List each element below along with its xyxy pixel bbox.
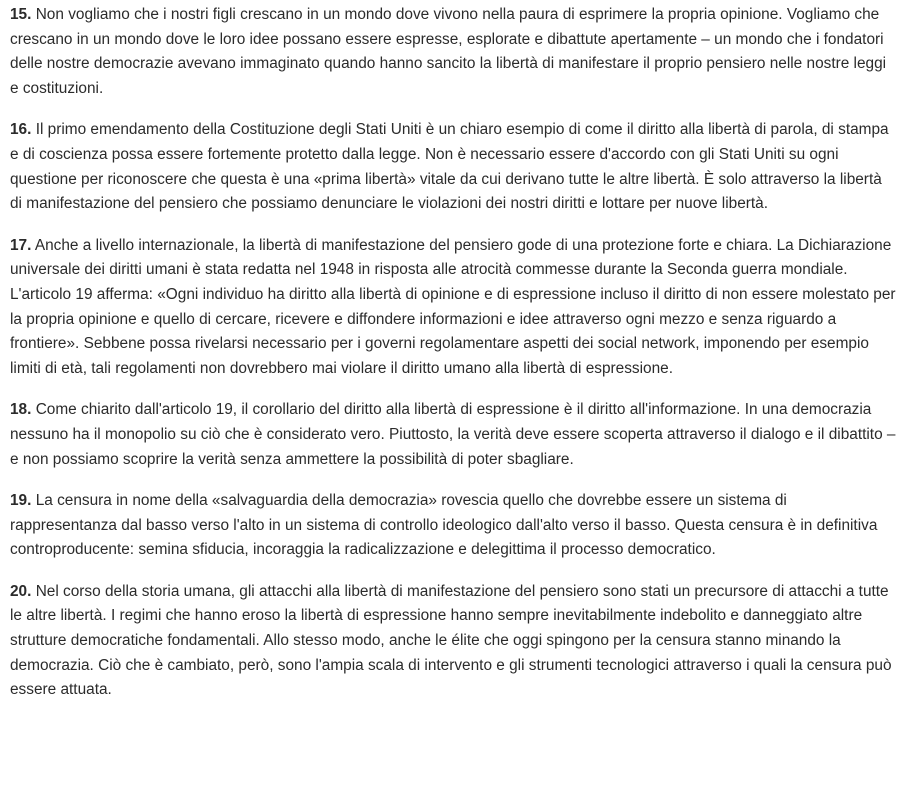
paragraph-number: 17. <box>10 236 32 254</box>
paragraph-number: 15. <box>10 6 32 23</box>
paragraph-20 <box>10 580 896 703</box>
paragraph-number: 16. <box>10 121 32 139</box>
paragraph-18 <box>10 398 896 472</box>
paragraph-text: La censura in nome della «salvaguardia della democrazia» rovescia quello che dovrebbe essere un sistema di rappresentanza dal basso verso l'alto in un sistema di controllo ideologico dall'alto verso il basso. Questa censura è in definitiva controproducente: semina sfiducia, incoraggia la radicalizzazione e delegittima il processo democratico. <box>10 492 878 559</box>
paragraph-text: Nel corso della storia umana, gli attacchi alla libertà di manifestazione del pensiero sono stati un precursore di attacchi a tutte le altre libertà. I regimi che hanno eroso la libertà di espressione hanno sempre inevitabilmente indebolito e danneggiato altre strutture democratiche fondamentali. Allo stesso modo, anche le élite che oggi spingono per la censura stanno minando la democrazia. Ciò che è cambiato, però, sono l'ampia scala di intervento e gli strumenti tecnologici attraverso i quali la censura può essere attuata. <box>10 582 892 699</box>
paragraph-number: 18. <box>10 401 32 419</box>
paragraph-16 <box>10 118 896 216</box>
article-body <box>10 0 896 703</box>
paragraph-text: Anche a livello internazionale, la libertà di manifestazione del pensiero gode di una protezione forte e chiara. La Dichiarazione universale dei diritti umani è stata redatta nel 1948 in risposta alle atrocità commesse durante la Seconda guerra mondiale. L'articolo 19 afferma: «Ogni individuo ha diritto alla libertà di opinione e di espressione incluso il diritto di non essere molestato per la propria opinione e quello di cercare, ricevere e diffondere informazioni e idee attraverso ogni mezzo e senza riguardo a frontiere». Sebbene possa rivelarsi necessario per i governi regolamentare aspetti dei social network, imponendo per esempio limiti di età, tali regolamenti non dovrebbero mai violare il diritto umano alla libertà di espressione. <box>10 236 896 377</box>
paragraph-text: Il primo emendamento della Costituzione degli Stati Uniti è un chiaro esempio di come il diritto alla libertà di parola, di stampa e di coscienza possa essere fortemente protetto dalla legge. Non è necessario essere d'accordo con gli Stati Uniti su ogni questione per riconoscere che questa è una «prima libertà» vitale da cui derivano tutte le altre libertà. È solo attraverso la libertà di manifestazione del pensiero che possiamo denunciare le violazioni dei nostri diritti e lottare per nuove libertà. <box>10 121 889 213</box>
paragraph-text: Come chiarito dall'articolo 19, il corollario del diritto alla libertà di espressione è il diritto all'informazione. In una democrazia nessuno ha il monopolio su ciò che è considerato vero. Piuttosto, la verità deve essere scoperta attraverso il dialogo e il dibattito – e non possiamo scoprire la verità senza ammettere la possibilità di poter sbagliare. <box>10 401 896 468</box>
paragraph-19 <box>10 489 896 563</box>
paragraph-text: Non vogliamo che i nostri figli crescano in un mondo dove vivono nella paura di esprimere la propria opinione. Vogliamo che crescano in un mondo dove le loro idee possano essere espresse, esplorate e dibattute apertamente – un mondo che i fondatori delle nostre democrazie avevano immaginato quando hanno sancito la libertà di manifestare il proprio pensiero nelle nostre leggi e costituzioni. <box>10 6 887 97</box>
paragraph-number: 19. <box>10 492 32 510</box>
paragraph-number: 20. <box>10 582 32 600</box>
paragraph-17 <box>10 234 896 382</box>
paragraph-15 <box>10 0 896 101</box>
